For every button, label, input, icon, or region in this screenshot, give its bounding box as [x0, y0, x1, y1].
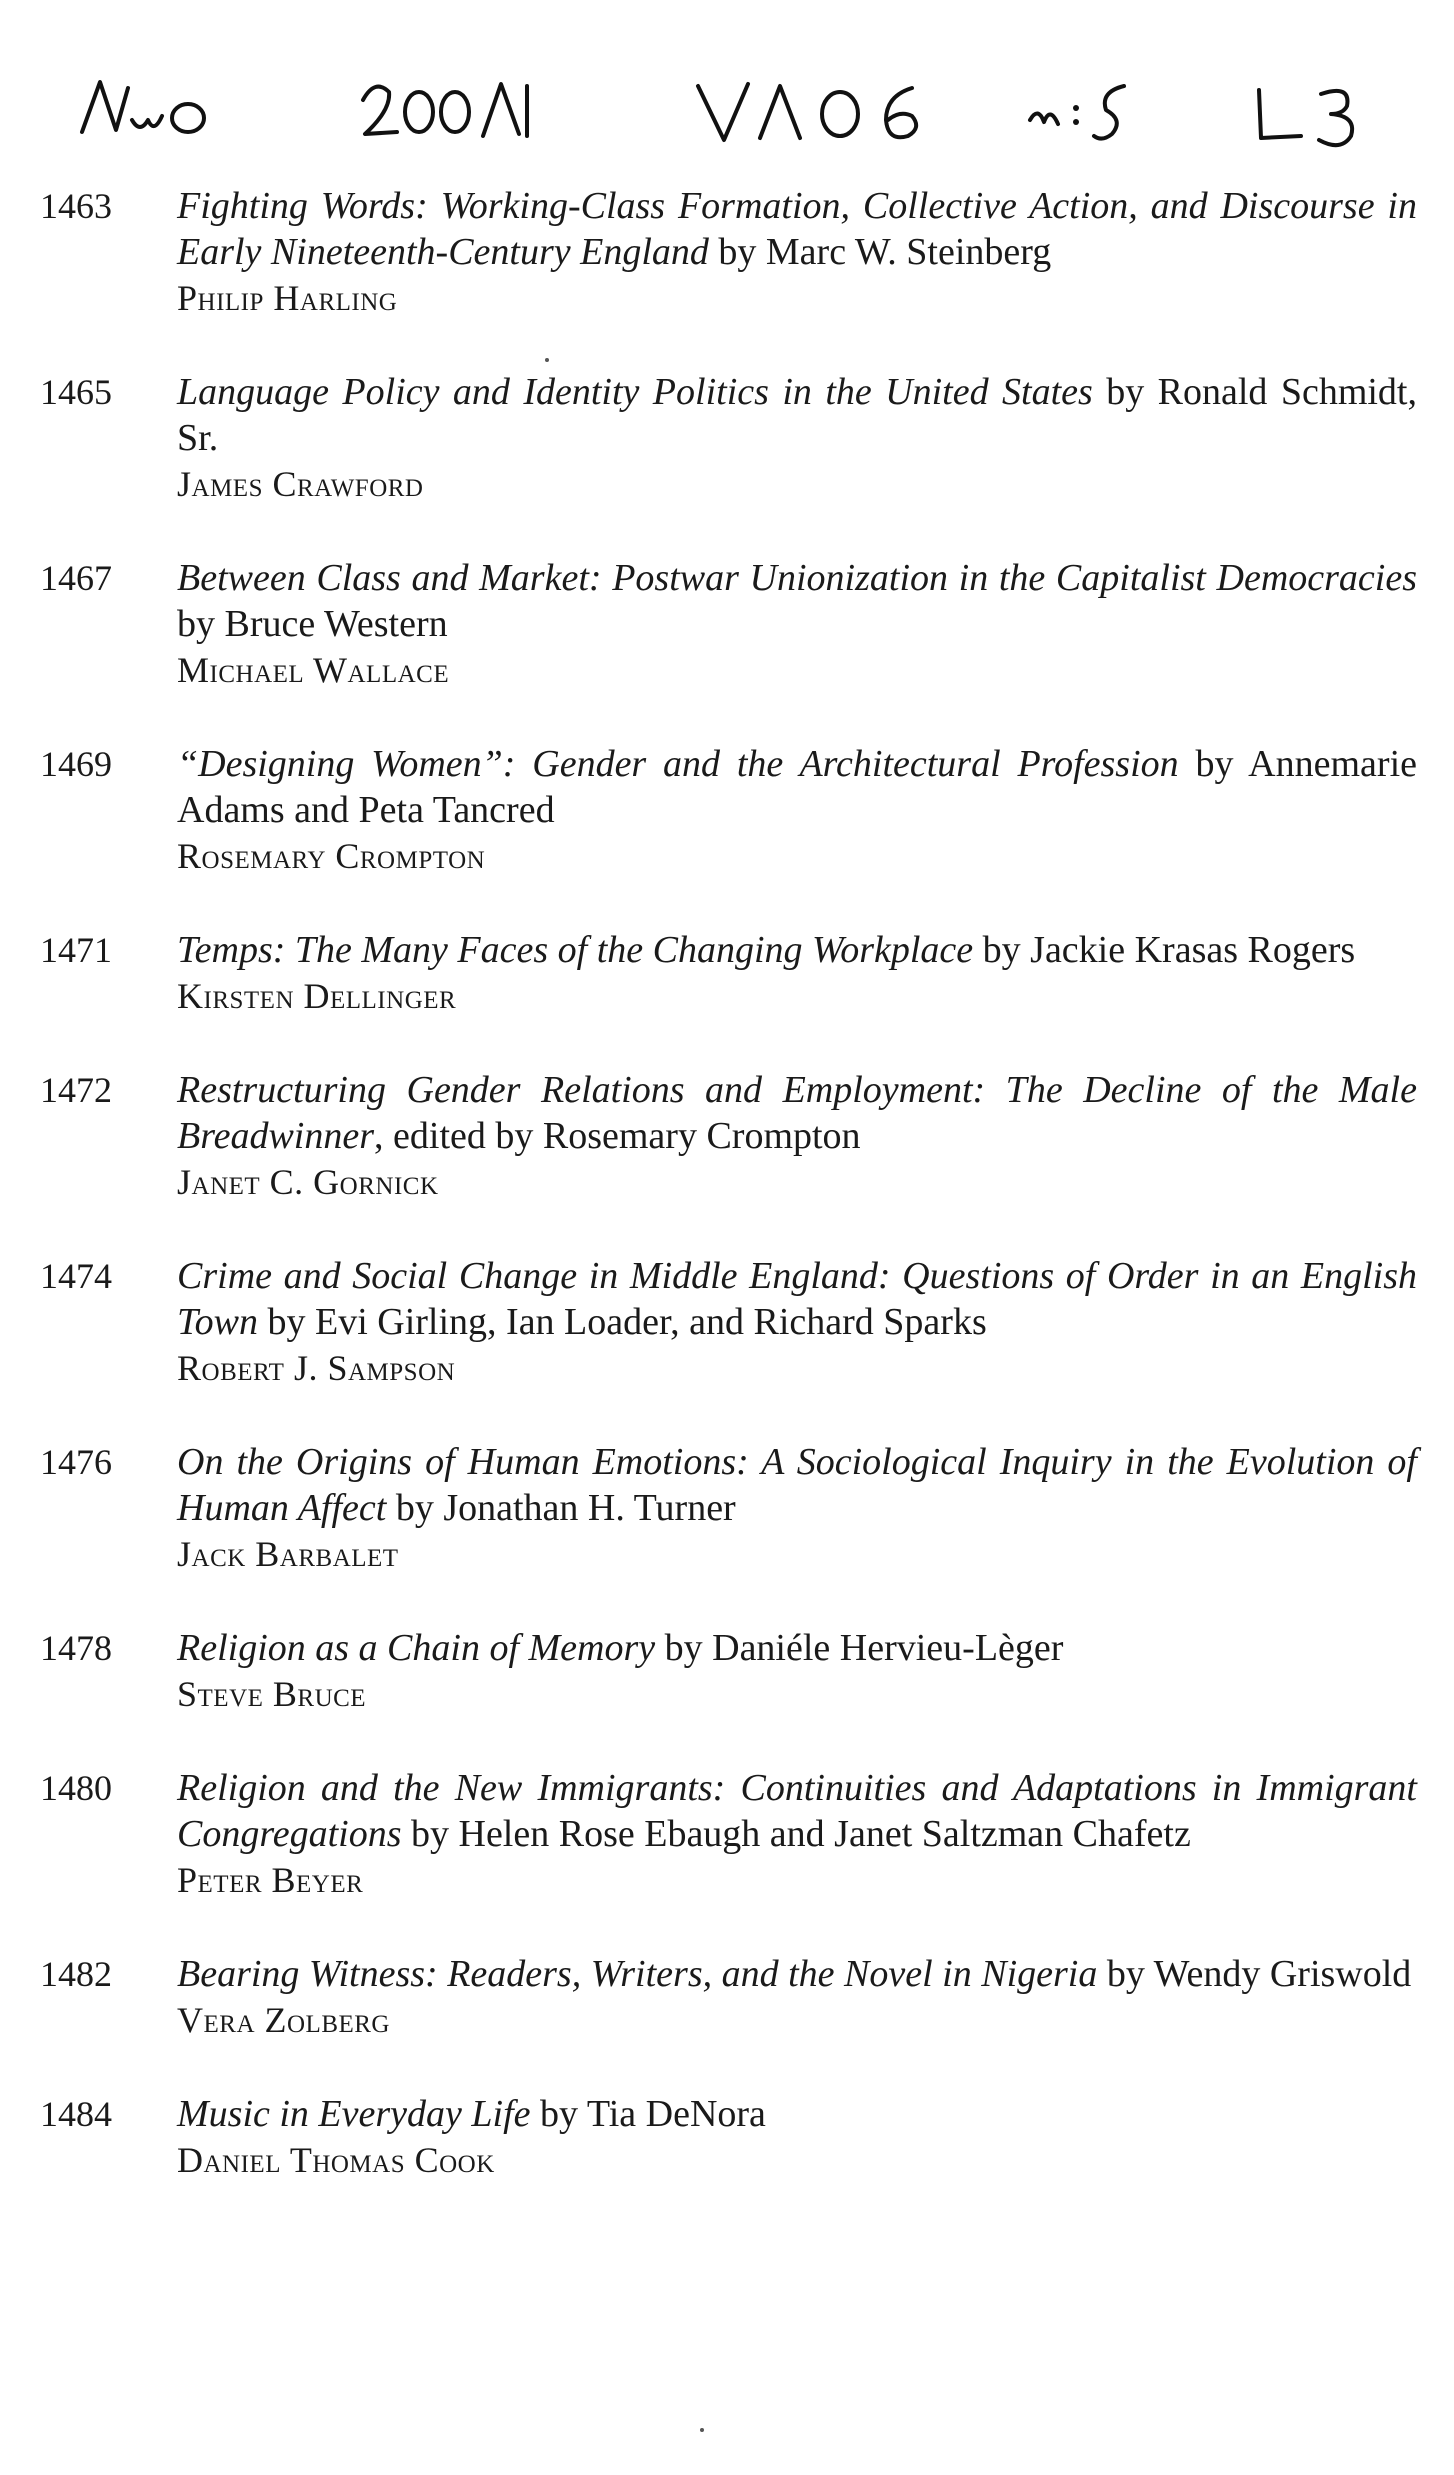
reviewer-name: James Crawford [177, 464, 424, 504]
handwritten-note-3 [690, 50, 940, 170]
review-entry [40, 1253, 1417, 1392]
review-entry [40, 927, 1400, 1020]
entry-body [177, 183, 1417, 322]
review-entry [40, 369, 1417, 508]
reviewer-name: Janet C. Gornick [177, 1162, 439, 1202]
reviewer-name: Philip Harling [177, 278, 398, 318]
reviewer-name: Steve Bruce [177, 1674, 367, 1714]
review-entry [40, 1625, 1400, 1718]
book-title: Crime and Social Change in Middle England: Questions of Order in an English Town [177, 1255, 1417, 1343]
page-number: 1463 [40, 186, 112, 226]
handwritten-note-4 [1020, 50, 1150, 170]
entry-body [177, 555, 1417, 694]
page-number: 1484 [40, 2094, 112, 2134]
page-number: 1471 [40, 930, 112, 970]
page-number: 1474 [40, 1256, 112, 1296]
handwritten-note-5 [1245, 50, 1375, 170]
book-credit: by Jackie Krasas Rogers [973, 929, 1356, 971]
entry-body [177, 1253, 1417, 1392]
book-credit: by Marc W. Steinberg [708, 231, 1052, 273]
review-entry [40, 555, 1417, 694]
book-credit: by Wendy Griswold [1097, 1953, 1412, 1995]
entry-body [177, 1439, 1417, 1578]
book-credit: by Ronald Schmidt, Sr. [177, 371, 1417, 459]
entry-body [177, 1765, 1417, 1904]
review-list [40, 183, 1417, 2184]
reviewer-name: Rosemary Crompton [177, 836, 486, 876]
book-credit: by Annemarie Adams and Peta Tancred [177, 743, 1417, 831]
reviewer-name: Kirsten Dellinger [177, 976, 457, 1016]
book-title: Language Policy and Identity Politics in the United States [177, 371, 1093, 413]
entry-body [177, 1067, 1417, 1206]
reviewer-name: Michael Wallace [177, 650, 450, 690]
book-title: Religion as a Chain of Memory [177, 1627, 656, 1669]
book-title: Between Class and Market: Postwar Unionization in the Capitalist Democracies [177, 557, 1417, 599]
handwritten-note-1 [70, 50, 220, 170]
entry-body [177, 927, 1417, 1020]
book-credit: by Evi Girling, Ian Loader, and Richard Sparks [258, 1301, 987, 1343]
review-entry [40, 2091, 1400, 2184]
scan-speck [545, 358, 549, 362]
book-credit: by Jonathan H. Turner [386, 1487, 736, 1529]
scan-speck [700, 2428, 704, 2432]
reviewer-name: Daniel Thomas Cook [177, 2140, 495, 2180]
handwritten-header [0, 50, 1454, 170]
page-number: 1478 [40, 1628, 112, 1668]
page-number: 1465 [40, 372, 112, 412]
reviewer-name: Robert J. Sampson [177, 1348, 456, 1388]
review-entry [40, 1439, 1417, 1578]
book-title: Religion and the New Immigrants: Continuities and Adaptations in Immigrant Congregations [177, 1767, 1417, 1855]
reviewer-name: Vera Zolberg [177, 2000, 390, 2040]
review-entry [40, 741, 1417, 880]
entry-body [177, 369, 1417, 508]
page-number: 1476 [40, 1442, 112, 1482]
entry-body [177, 2091, 1417, 2184]
book-title: Restructuring Gender Relations and Employment: The Decline of the Male Breadwinner [177, 1069, 1417, 1157]
entry-body [177, 741, 1417, 880]
book-title: On the Origins of Human Emotions: A Sociological Inquiry in the Evolution of Human Affect [177, 1441, 1417, 1529]
review-entry [40, 1765, 1417, 1904]
entry-body [177, 1951, 1417, 2044]
reviewer-name: Jack Barbalet [177, 1534, 399, 1574]
book-title: Temps: The Many Faces of the Changing Workplace [177, 929, 974, 971]
page-number: 1482 [40, 1954, 112, 1994]
page-number: 1472 [40, 1070, 112, 1110]
handwritten-note-2 [355, 50, 545, 170]
page-number: 1469 [40, 744, 112, 784]
book-title: Music in Everyday Life [177, 2093, 531, 2135]
page-number: 1480 [40, 1768, 112, 1808]
book-title: Fighting Words: Working-Class Formation, Collective Action, and Discourse in Early Nineteenth-Century England [177, 185, 1417, 273]
book-credit: by Bruce Western [177, 603, 448, 645]
review-entry [40, 1067, 1417, 1206]
entry-body [177, 1625, 1417, 1718]
book-credit: by Daniéle Hervieu-Lèger [655, 1627, 1064, 1669]
book-credit: by Helen Rose Ebaugh and Janet Saltzman Chafetz [401, 1813, 1191, 1855]
page-number: 1467 [40, 558, 112, 598]
reviewer-name: Peter Beyer [177, 1860, 364, 1900]
book-credit: by Tia DeNora [530, 2093, 766, 2135]
book-title: Bearing Witness: Readers, Writers, and the Novel in Nigeria [177, 1953, 1098, 1995]
book-credit: , edited by Rosemary Crompton [374, 1115, 861, 1157]
review-entry [40, 1951, 1412, 2044]
review-entry [40, 183, 1417, 322]
book-title: “Designing Women”: Gender and the Architectural Profession [177, 743, 1179, 785]
